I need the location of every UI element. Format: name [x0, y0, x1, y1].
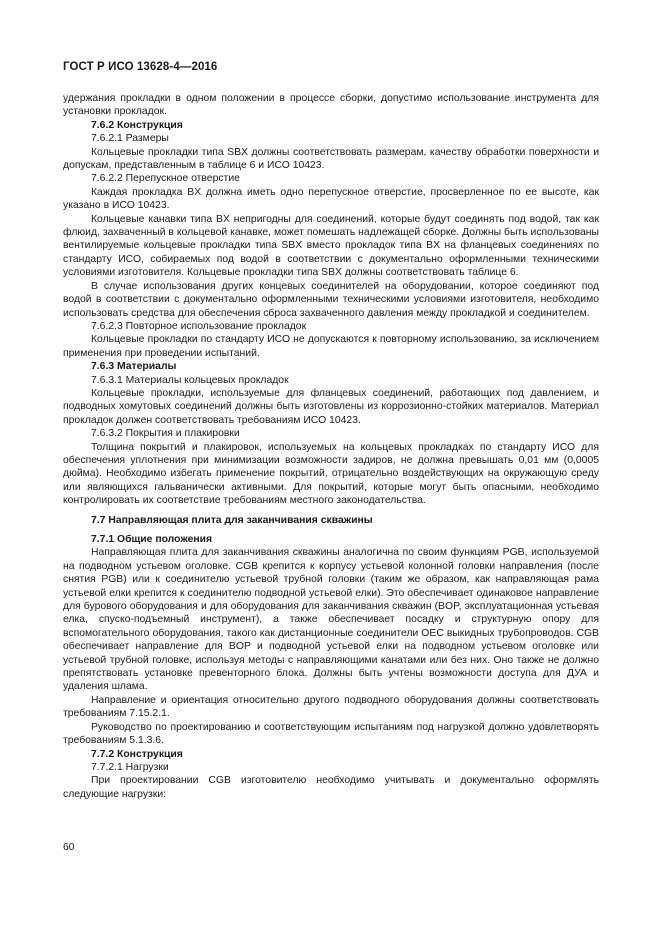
paragraph: Каждая прокладка BX должна иметь одно перепускное отверстие, просверленное по ее высоте, как указано в ИСО 10423.: [63, 186, 599, 212]
section-heading: 7.6.3 Материалы: [91, 361, 177, 373]
section-heading: 7.7 Направляющая плита для заканчивания скважины: [91, 514, 373, 526]
paragraph: Толщина покрытий и плакировок, используемых на кольцевых прокладках по стандарту ИСО для обеспечения уплотнения при минимизации возможности задиров, не должна превышать 0,01 мм (0,0005 дюйма). Необходимо избегать применение покрытий, отрицательно воздействующих на окружающую среду или являющихся гальванически активными. Для покрытий, которые могут быть опасными, необходимо контролировать их соответствие требованиям местного законодательства.: [63, 441, 599, 507]
paragraph: 7.6.3.1 Материалы кольцевых прокладок: [91, 374, 289, 386]
section-heading: 7.7.1 Общие положения: [91, 534, 213, 545]
paragraph: Кольцевые прокладки типа SBX должны соответствовать размерам, качеству обработки поверхности и допускам, представленным в таблице 6 и ИСО 10423.: [63, 146, 599, 172]
paragraph: 7.7.2.1 Нагрузки: [91, 761, 169, 773]
section-heading: 7.7.2 Конструкция: [91, 748, 183, 760]
paragraph: Кольцевые прокладки по стандарту ИСО не допускаются к повторному использованию, за исключением применения при проведении испытаний.: [63, 334, 599, 359]
section-heading: 7.6.2 Конструкция: [91, 119, 183, 131]
document-header: ГОСТ Р ИСО 13628-4—2016: [63, 61, 218, 73]
paragraph: 7.6.2.2 Перепускное отверстие: [91, 173, 240, 185]
paragraph: Кольцевые канавки типа BX непригодны для соединений, которые будут соединять под водой, так как флюид, захваченный в кольцевой канавке, может помешать надлежащей сборке. Должны быть использованы вентилируемые кольцевые прокладки типа SBX вместо прокладок типа BX на фланцевых соединениях по стандарту ИСО, собираемых под водой в соответствии с документально оформленными техническими условиями изготовителя. Кольцевые прокладки типа SBX должны соответствовать таблице 6.: [63, 213, 599, 279]
paragraph: 7.6.2.1 Размеры: [91, 133, 169, 145]
paragraph: Кольцевые прокладки, используемые для фланцевых соединений, работающих под давлением, и подводных хомутовых соединений должны быть изготовлены из коррозионно-стойких материалов. Материал прокладок должен соответствовать требованиям ИСО 10423.: [63, 387, 599, 426]
paragraph: В случае использования других концевых соединителей на оборудовании, которое соединяют под водой в соответствии с документально оформленными техническими условиями изготовителя, необходимо использовать средства для обеспечения сброса захваченного давления между прокладкой и соединителем.: [63, 280, 599, 319]
paragraph: 7.6.3.2 Покрытия и плакировки: [91, 428, 240, 440]
paragraph: При проектировании CGB изготовителю необходимо учитывать и документально оформлять следующие нагрузки:: [63, 775, 599, 800]
paragraph: 7.6.2.3 Повторное использование прокладок: [91, 320, 307, 332]
paragraph: Направление и ориентация относительно другого подводного оборудования должны соответствовать требованиям 7.15.2.1.: [63, 694, 599, 720]
paragraph: Руководство по проектированию и соответствующим испытаниям под нагрузкой должно удовлетворять требованиям 5.1.3.6.: [63, 721, 599, 747]
paragraph: удержания прокладки в одном положении в процессе сборки, допустимо использование инструмента для установки прокладок.: [63, 93, 599, 118]
document-body: [63, 92, 599, 801]
paragraph: Направляющая плита для заканчивания скважины аналогична по своим функциям PGB, используемой на подводном устьевом оголовке. CGB крепится к корпусу устьевой колонной головки направления (после снятия PGB) или к соединителю устьевой трубной головки (таким же образом, как направляющая рама устьевой елки крепится к соединителю подводной устьевой елки). Это обеспечивает одинаковое направление для бурового оборудования и для оборудования для заканчивания скважин (BOP, эксплуатационная устьевая елка, спуско-подъемный инструмент), а также обеспечивает посадку и структурную опору для вспомогательного оборудования, такого как дистанционные соединители OEC выкидных трубопроводов. CGB обеспечивает направление для BOP и подводной устьевой елки на подводном устьевом оголовке или устьевой трубной головке, используя методы с направляющими канатами или без них. Оно также не должно препятствовать установке превенторного блока. Должны быть учтены возможности доступа для ДУА и удаления шлама.: [63, 547, 599, 693]
page-number: 60: [63, 842, 75, 853]
